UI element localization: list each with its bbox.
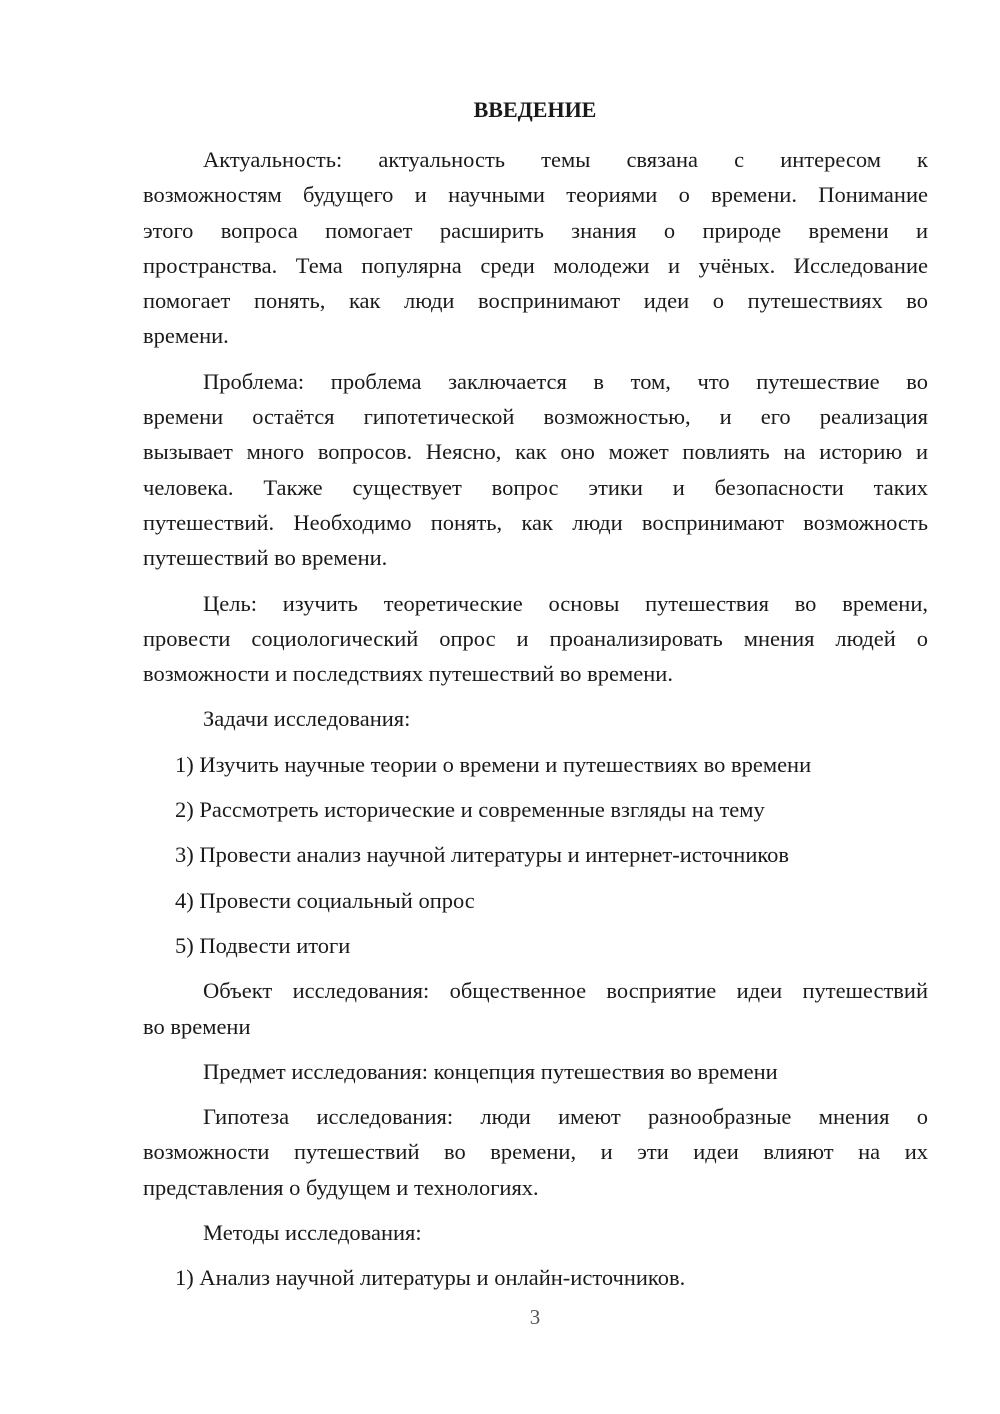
text-line: Цель: изучить теоретические основы путешествия во времени, xyxy=(203,590,928,616)
text-line: пространства. Тема популярна среди молодежи и учёных. Исследование xyxy=(143,252,928,278)
paragraph xyxy=(143,586,928,692)
text-line: Гипотеза исследования: люди имеют разнообразные мнения о xyxy=(203,1104,928,1130)
text-line: Задачи исследования: xyxy=(203,706,411,732)
text-line: Методы исследования: xyxy=(203,1220,422,1246)
text-line: путешествий. Необходимо понять, как люди воспринимают возможность xyxy=(143,509,928,535)
paragraph xyxy=(143,1215,928,1250)
text-line: 3) Провести анализ научной литературы и интернет-источников xyxy=(175,842,790,868)
paragraph xyxy=(143,973,928,1044)
paragraph xyxy=(143,1099,928,1205)
list-item xyxy=(143,928,928,963)
text-line: 1) Изучить научные теории о времени и путешествиях во времени xyxy=(175,751,812,777)
text-line: времени. xyxy=(143,323,229,349)
text-line: Актуальность: актуальность темы связана с интересом к xyxy=(203,147,928,172)
text-line: 4) Провести социальный опрос xyxy=(175,887,475,913)
text-line: помогает понять, как люди воспринимают идеи о путешествиях во xyxy=(143,288,928,314)
text-line: возможности путешествий во времени, и эти идеи влияют на их xyxy=(143,1139,928,1165)
text-line: Предмет исследования: концепция путешествия во времени xyxy=(203,1058,778,1084)
page-title: ВВЕДЕНИЕ xyxy=(473,97,597,122)
text-line: провести социологический опрос и проанализировать мнения людей о xyxy=(143,625,928,651)
paragraph xyxy=(143,142,928,354)
text-line: Проблема: проблема заключается в том, что путешествие во xyxy=(203,368,928,394)
list-item xyxy=(143,792,928,827)
list-item xyxy=(143,837,928,872)
list-item xyxy=(143,1260,928,1295)
text-line: человека. Также существует вопрос этики и безопасности таких xyxy=(143,474,928,500)
list-item xyxy=(143,883,928,918)
paragraph xyxy=(143,364,928,576)
text-line: 5) Подвести итоги xyxy=(175,932,351,958)
text-line: путешествий во времени. xyxy=(143,545,388,571)
paragraph xyxy=(143,1054,928,1089)
page-number: 3 xyxy=(529,1305,541,1329)
text-line: возможностям будущего и научными теориями о времени. Понимание xyxy=(143,182,928,208)
text-line: вызывает много вопросов. Неясно, как оно может повлиять на историю и xyxy=(143,439,928,465)
text-line: этого вопроса помогает расширить знания о природе времени и xyxy=(143,217,928,243)
text-line: 1) Анализ научной литературы и онлайн-источников. xyxy=(175,1265,686,1291)
text-line: представления о будущем и технологиях. xyxy=(143,1174,539,1200)
text-line: времени остаётся гипотетической возможностью, и его реализация xyxy=(143,404,928,430)
text-line: возможности и последствиях путешествий во времени. xyxy=(143,661,673,687)
text-line: во времени xyxy=(143,1013,251,1039)
list-item xyxy=(143,747,928,782)
text-line: 2) Рассмотреть исторические и современные взгляды на тему xyxy=(175,797,765,823)
paragraph xyxy=(143,701,928,736)
document-body xyxy=(143,142,928,1306)
text-line: Объект исследования: общественное восприятие идеи путешествий xyxy=(203,978,928,1004)
